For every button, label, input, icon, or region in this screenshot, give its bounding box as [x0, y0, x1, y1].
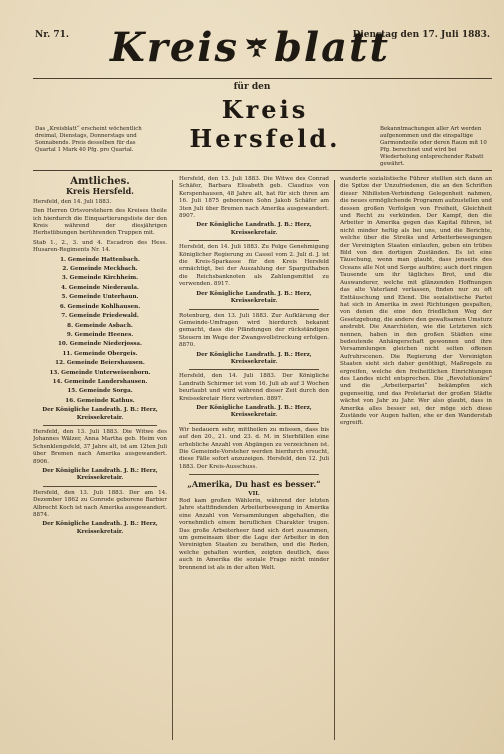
separator — [189, 369, 319, 370]
issue-date: Dienstag den 17. Juli 1883. — [352, 30, 490, 40]
masthead — [110, 16, 390, 78]
signoff: Der Königliche Landrath. J. B.: Herz, Kreissekretair. — [42, 468, 158, 482]
section-subheading: Kreis Hersfeld. — [66, 186, 134, 197]
list-item: 8. Gemeinde Asbach. — [67, 322, 133, 329]
notice: Hersfeld, den 13. Juli 1883. Die Witwe des Johannes Wälzer, Anna Martha geb. Heim von Schenklengsfeld, 37 Jahre alt, ist am 12ten Juli über Bremen nach Amerika ausgewandert. 8906. — [33, 428, 167, 465]
list-item: 2. Gemeinde Meckbach. — [62, 266, 138, 273]
notice: Hersfeld, den 14. Juli 1883. Zu Folge Genehmigung Königlicher Regierung zu Cassel vom 2. Juli d. J. ist die Kreis-Sparkasse für den Kreis Hersfeld ermächtigt, bei der Auszahlung der Sparguthaben die Reichsbanknoten als Zahlungsmittel zu verwenden. 8917. — [179, 244, 329, 288]
list-item: 14. Gemeinde Landershausen. — [52, 378, 148, 385]
signoff: Der Königliche Landrath. J. B.: Herz, Kreissekretair. — [42, 407, 158, 421]
separator — [189, 309, 319, 310]
notice-line: Hersfeld, den 14. Juli 1883. — [33, 198, 112, 205]
signoff: Der Königliche Landrath. J. B.: Herz, Kreissekretair. — [196, 290, 312, 305]
separator — [189, 240, 319, 241]
list-item: 6. Gemeinde Kohlhausen. — [59, 303, 141, 310]
signoff: Der Königliche Landrath. J. B.: Herz, Kreissekretair. — [196, 404, 312, 419]
list-item: 10. Gemeinde Niederjossa. — [58, 341, 142, 348]
separator — [189, 423, 319, 424]
list-item: 1. Gemeinde Hattenbach. — [60, 256, 140, 263]
list-item: 15. Gemeinde Sorga. — [67, 388, 133, 395]
list-item: 5. Gemeinde Unterhaun. — [61, 294, 139, 301]
header-rule — [33, 78, 492, 79]
columns — [33, 176, 492, 746]
notice: Hersfeld, den 13. Juli 1883. Die Witwe des Conrad Schäfer, Barbara Elisabeth geb. Claudius von Kerspenhausen, 48 Jahre alt, hat für sich ihren am 16. Juli 1875 geborenen Sohn Jakob Schäfer am 3ten Juli über Bremen nach Amerika ausgewandert. 8907. — [179, 176, 329, 220]
column-3 — [340, 176, 492, 746]
list-item: 7. Gemeinde Friedewald. — [61, 313, 139, 320]
advertising-info: Bekanntmachungen aller Art werden aufgenommen und die einspaltige Garmondzeile oder deren Raum mit 10 Pfg. berechnet und wird bei Wiederholung entsprechender Rabatt gewährt. — [380, 126, 487, 167]
subscription-info: Das „Kreisblatt“ erscheint wöchentlich dreimal, Dienstags, Donnerstags und Sonnabends. Preis desselben für das Quartal 1 Mark 40 Pfg. pro Quartal. — [35, 126, 142, 153]
article-title: „Amerika, Du hast es besser.“ — [187, 479, 321, 490]
masthead-right-word: blatt — [273, 23, 390, 71]
section-heading: Amtliches. — [70, 176, 130, 187]
list-item: 11. Gemeinde Obergeis. — [62, 350, 138, 357]
article-number: VII. — [248, 490, 260, 497]
signoff: Der Königliche Landrath. J. B.: Herz, Kreissekretair. — [42, 521, 158, 535]
signoff: Der Königliche Landrath. J. B.: Herz, Kreissekretair. — [196, 222, 312, 236]
separator — [43, 486, 157, 487]
section-rule — [33, 170, 492, 171]
article-body: Rod kam großen Wählerin, während der letzten Jahre stattfindenden Arbeiterbewegung in Amerika eine Anzahl von Versammlungen abgehalten, die vornehmlich einem beruflichen Charakter trugen. Das große Arbeiterheer fand sich dort zusammen, um gemeinsam über die Lage der Arbeiter in den Vereinigten Staaten zu berathen, und die Reden, welche gehalten wurden, zeigten deutlich, dass auch in Amerika die soziale Frage nicht minder brennend ist als in der alten Welt. — [179, 498, 329, 571]
list-item: 12. Gemeinde Beiershausen. — [55, 360, 145, 367]
issue-number: Nr. 71. — [35, 30, 70, 40]
separator — [189, 474, 319, 475]
notice-line: Stab 1., 2., 3. und 4. Escadron des Hess. Husaren-Regiments Nr. 14. — [33, 239, 167, 254]
list-item: 9. Gemeinde Heenes. — [66, 331, 134, 338]
notice: Hersfeld, den 14. Juli 1883. Der Königliche Landrath Schirmer ist vom 16. Juli ab auf 3 Wochen beurlaubt und wird während dieser Zeit durch den Kreissekretair Herz vertreten. 8897. — [179, 373, 329, 402]
list-item: 4. Gemeinde Niederaula. — [61, 284, 139, 291]
signoff: Der Königliche Landrath. J. B.: Herz, Kreissekretair. — [196, 351, 312, 365]
list-item: 3. Gemeinde Kirchheim. — [61, 275, 139, 282]
separator — [43, 425, 157, 426]
notice: Rotenburg, den 13. Juli 1883. Zur Aufklärung der Gemeinde-Umfragen wird hierdurch bekannt gemacht, dass die Pfändungen der rückständigen Steuern im Wege der Zwangsvollstreckung erfolgen. 8870. — [179, 312, 329, 349]
masthead-left-word: Kreis — [110, 23, 240, 71]
article-body-continued: wanderte sozialistische Führer stellten sich dann an die Spitze der Unzufriedenen, die an den Schriften dieser Nihilisten-Verbindung Gelegenheit nahmen, die neues ermöglichende Programm aufzustellen und dessen großen Verfolgen von Freiheit, Gleichheit und Recht zu verkünden. Der Kampf, den die Arbeiter in Amerika gegen das Kapital führen, ist nicht minder heftig als bei uns, und die Berichte, welche über die Streiks und Arbeiterbewegungen der Vereinigten Staaten einlaufen, geben ein trübes Bild von den dortigen Zuständen. Es ist eine Täuschung, wenn man glaubt, dass jenseits des Oceans alle Not und Sorge aufhöre; auch dort ringen Tausende um ihr tägliches Brot, und die Auswanderer, welche mit glänzenden Hoffnungen das alte Vaterland verlassen, finden nur zu oft Enttäuschung und Elend. Die sozialistische Partei hat sich in Amerika in zwei Richtungen gespalten, von denen die eine den friedlichen Weg der Gesetzgebung, die andere den gewaltsamen Umsturz anstrebt. Die Anarchisten, wie die Letzteren sich nennen, haben in den großen Städten eine bedeutende Anhängerschaft gewonnen und ihre Versammlungen gleichen nicht selten offenen Aufruhrscenen. Die Regierung der Vereinigten Staaten sieht sich daher genöthigt, Maßregeln zu ergreifen, welche den freiheitlichen Einrichtungen des Landes nicht entsprechen. Die „Revolutionäre“ und die „Arbeiterpartei“ bekämpfen sich gegenseitig, und das Proletariat der großen Städte wächst von Jahr zu Jahr. Wer also glaubt, dass in Amerika alles besser sei, der möge sich diese Zustände vor Augen halten, ehe er den Wanderstab ergreift. — [340, 176, 492, 427]
notice: Wir bedauern sehr, mittheilen zu müssen, dass bis auf den 20., 21. und 23. d. M. in Sterbfällen eine erhebliche Anzahl von Abgängen zu verzeichnen ist. Die Gemeinde-Vorsteher werden hierdurch ersucht, diese Fälle sofort anzuzeigen. Hersfeld, den 12. Juli 1883. Der Kreis-Ausschuss. — [179, 426, 329, 470]
column-1 — [33, 176, 167, 746]
list-item: 13. Gemeinde Unterweisenborn. — [49, 369, 151, 376]
subtitle-prefix: für den — [233, 82, 271, 92]
column-2 — [179, 176, 329, 746]
eagle-emblem-icon — [245, 23, 268, 71]
subtitle: Kreis Hersfeld. — [189, 95, 341, 153]
list-item: 16. Gemeinde Kathus. — [65, 397, 135, 404]
notice-line: Den Herren Ortsvorstehern des Kreises theile ich hierdurch die Einquartierungsliste der den Kreis während der diesjährigen Herbstübungen berührenden Truppen mit. — [33, 208, 167, 237]
notice: Hersfeld, den 13. Juli 1883. Der am 14. Dezember 1862 zu Conrode geborene Barbier Albrecht Koch ist nach Amerika ausgewandert. 8874. — [33, 489, 167, 519]
